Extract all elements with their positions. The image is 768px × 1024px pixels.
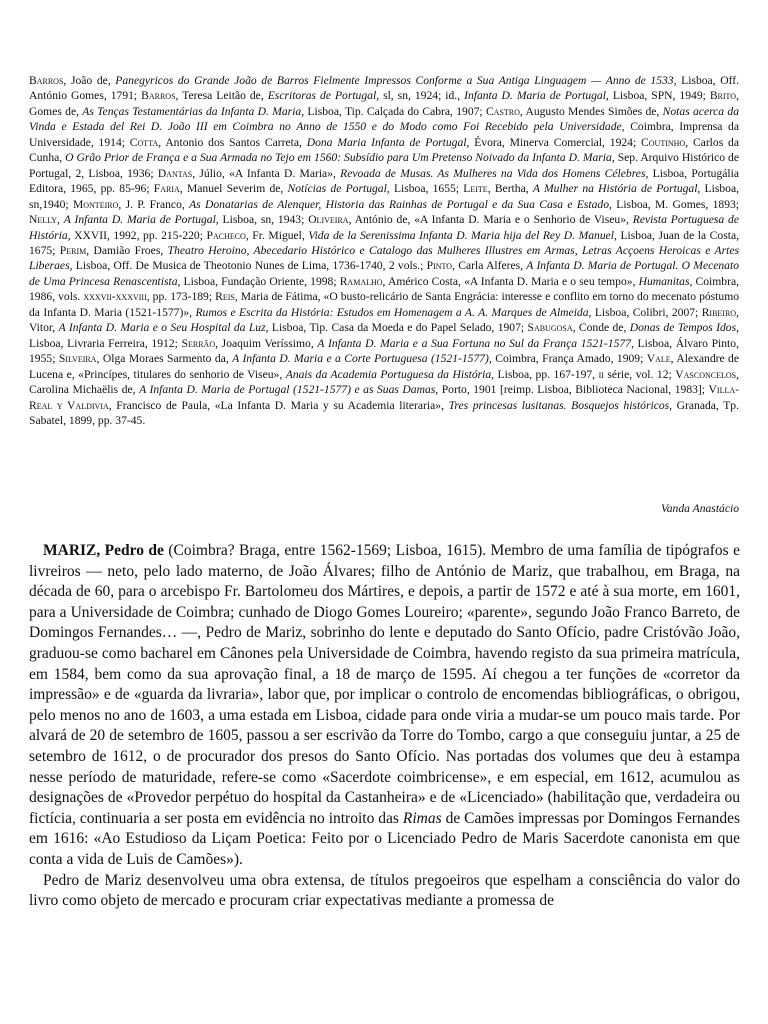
small-caps-name: Vasconcelos <box>675 367 737 381</box>
small-caps-name: Barros <box>29 74 64 87</box>
italic-title: Tres princesas lusitanas. Bosquejos históricos, <box>448 398 673 412</box>
italic-title: As Donatarias de Alenquer, Historia das Rainhas de Portugal e da Sua Casa e Estado, <box>189 197 612 211</box>
small-caps-name: Nelly <box>29 213 58 227</box>
bibliography-block: Barros, João de, Panegyricos do Grande João de Barros Fielmente Impressos Conforme a Sua Antiga Linguagem — Anno de 1533, Lisboa, Off. António Gomes, 1791; Barros, Teresa Leitão de, Escritoras de Portugal, sl, sn, 1924; id., Infanta D. Maria de Portugal, Lisboa, SPN, 1949; Brito, Gomes de, As Tenças Testamentárias da Infanta D. Maria, Lisboa, Tip. Calçada do Cabra, 1907; Castro, Augusto Mendes Simões de, Notas acerca da Vinda e Estada del Rei D. João III em Coimbra no Anno de 1550 e do Modo como Foi Recebido pela Universidade, Coimbra, Imprensa da Universidade, 1914; Cotta, Antonio dos Santos Carreta, Dona Maria Infanta de Portugal, Évora, Minerva Comercial, 1924; Coutinho, Carlos da Cunha, O Grão Prior de França e a Sua Armada no Tejo em 1560: Subsídio para Um Pretenso Noivado da Infanta D. Maria, Sep. Arquivo Histórico de Portugal, 2, Lisboa, 1936; Dantas, Júlio, «A Infanta D. Maria», Revoada de Musas. As Mulheres na Vida dos Homens Célebres, Lisboa, Portugália Editora, 1965, pp. 85-96; Faria, Manuel Severim de, Notícias de Portugal, Lisboa, 1655; Leite, Bertha, A Mulher na História de Portugal, Lisboa, sn,1940; Monteiro, J. P. Franco, As Donatarias de Alenquer, Historia das Rainhas de Portugal e da Sua Casa e Estado, Lisboa, M. Gomes, 1893; Nelly, A Infanta D. Maria de Portugal, Lisboa, sn, 1943; Oliveira, António de, «A Infanta D. Maria e o Senhorio de Viseu», Revista Portuguesa de História, XXVII, 1992, pp. 215-220; Pacheco, Fr. Miguel, Vida de la Serenissima Infanta D. Maria hija del Rey D. Manuel, Lisboa, Juan de la Costa, 1675; Perim, Damião Froes, Theatro Heroino, Abecedario Histórico e Catalogo das Mulheres Illustres em Armas, Letras Acçoens Heroicas e Artes Liberaes, Lisboa, Off. De Musica de Theotonio Nunes de Lima, 1736-1740, 2 vols.; Pinto, Carla Alferes, A Infanta D. Maria de Portugal. O Mecenato de Uma Princesa Renascentista, Lisboa, Fundação Oriente, 1998; Ramalho, Américo Costa, «A Infanta D. Maria e o seu tempo», Humanitas, Coimbra, 1986, vols. xxxvii-xxxviii, pp. 173-189; Reis, Maria de Fátima, «O busto-relicário de Santa Engrácia: interesse e conflito em torno do mecenato póstumo da Infanta D. Maria (1521-1577)», Rumos e Escrita da História: Estudos em Homenagem a A. A. Marques de Almeida, Lisboa, Colibri, 2007; Ribeiro, Vitor, A Infanta D. Maria e o Seu Hospital da Luz, Lisboa, Tip. Casa da Moeda e do Papel Selado, 1907; Sabugosa, Conde de, Donas de Tempos Idos, Lisboa, Livraria Ferreira, 1912; Serrão, Joaquim Veríssimo, A Infanta D. Maria e a Sua Fortuna no Sul da França 1521-1577, Lisboa, Álvaro Pinto, 1955; Silveira, Olga Moraes Sarmento da, A Infanta D. Maria e a Corte Portuguesa (1521-1577), Coimbra, França Amado, 1909; Vale, Alexandre de Lucena e, «Princípes, titulares do senhorio de Viseu», Anais da Academia Portuguesa da História, Lisboa, pp. 167-197, ii série, vol. 12; Vasconcelos, Carolina Michaëlis de, A Infanta D. Maria de Portugal (1521-1577) e as Suas Damas, Porto, 1901 [reimp. Lisboa, Biblioteca Nacional, 1983]; Villa-Real y Valdivia, Francisco de Paula, «La Infanta D. Maria y su Academia literaria», Tres princesas lusitanas. Bosquejos históricos, Granada, Tp. Sabatel, 1899, pp. 37-45. <box>29 74 740 427</box>
small-caps-name: Faria <box>153 182 180 196</box>
small-caps-name: Cotta <box>129 135 159 149</box>
dictionary-entry <box>29 541 740 912</box>
italic-title: Revista Portuguesa de História, <box>29 213 739 242</box>
italic-title: A Infanta D. Maria e o Seu Hospital da Luz, <box>58 321 269 335</box>
small-caps-name: Reis <box>215 290 235 304</box>
small-caps-name: Castro <box>485 104 520 118</box>
small-caps-name: xxxvii-xxxviii <box>83 290 147 304</box>
italic-title: Infanta D. Maria de Portugal, <box>464 89 609 103</box>
small-caps-name: Ribeiro <box>701 305 737 319</box>
italic-title: Dona Maria Infanta de Portugal, <box>306 135 470 149</box>
small-caps-name: ii <box>598 367 604 381</box>
small-caps-name: Barros <box>141 89 176 103</box>
italic-title: Notas acerca da Vinda e Estada del Rei D. João III em Coimbra no Anno de 1550 e do Modo como Foi Recebido pela Universidade, <box>29 104 739 134</box>
italic-title: A Mulher na História de Portugal, <box>532 182 701 196</box>
italic-title: A Infanta D. Maria de Portugal, <box>63 213 219 227</box>
italic-title: Rimas <box>402 809 442 827</box>
small-caps-name: Pinto <box>426 259 453 273</box>
italic-title: A Infanta D. Maria de Portugal. O Mecenato de Uma Princesa Renascentista, <box>29 259 739 288</box>
small-caps-name: Leite <box>463 182 488 196</box>
italic-title: Revoada de Musas. As Mulheres na Vida dos Homens Célebres, <box>340 166 649 180</box>
small-caps-name: Ramalho <box>339 274 383 288</box>
small-caps-name: Serrão <box>181 336 216 350</box>
italic-title: Notícias de Portugal, <box>287 182 390 196</box>
italic-title: A Infanta D. Maria e a Sua Fortuna no Sul da França 1521-1577, <box>317 336 634 350</box>
entry-paragraph: MARIZ, Pedro de (Coimbra? Braga, entre 1562-1569; Lisboa, 1615). Membro de uma família de tipógrafos e livreiros — neto, pelo lado materno, de João Álvares; filho de António de Mariz, que trabalhou, em Braga, na década de 60, para o arcebispo Fr. Bartolomeu dos Mártires, e depois, a partir de 1572 e até à sua morte, em 1601, para a Universidade de Coimbra; cunhado de Diogo Gomes Loureiro; «parente», segundo João Franco Barreto, de Domingos Fernandes… —, Pedro de Mariz, sobrinho do lente e deputado do Santo Ofício, padre Cristóvão João, graduou-se como bacharel em Cânones pela Universidade de Coimbra, havendo registo da sua primeira matrícula, em 1584, bem como da sua aprovação final, a 18 de março de 1595. Aí chegou a ter funções de «corretor da impressão» e de «guarda da livraria», labor que, por implicar o controlo de encomendas bibliográficas, o obrigou, pelo menos no ano de 1603, a uma estada em Lisboa, cidade para onde viria a mudar-se um pouco mais tarde. Por alvará de 20 de setembro de 1605, passou a ser escrivão da Torre do Tombo, cargo a que conseguiu juntar, a 25 de setembro de 1612, o de procurador dos presos do Santo Ofício. Nas portadas dos volumes que deu à estampa nesse período de maturidade, refere-se como «Sacerdote coimbricense», e em especial, em 1612, acumulou as designações de «Provedor perpétuo do hospital da Castanheira» e de «Licenciado» (habilitação que, verdadeira ou fictícia, continuaria a ser posta em evidência no introito das Rimas de Camões impressas por Domingos Fernandes em 1616: «Ao Estudioso da Liçam Poetica: Feito por o Licenciado Pedro de Maris Sacerdote canonista em que conta a vida de Luis de Camões»). <box>29 542 740 868</box>
small-caps-name: Oliveira <box>308 213 349 227</box>
italic-title: Humanitas, <box>638 274 693 288</box>
small-caps-name: Vale <box>646 352 671 366</box>
small-caps-name: Silveira <box>58 352 97 366</box>
entry-paragraph: Pedro de Mariz desenvolveu uma obra extensa, de títulos pregoeiros que espelham a consciência do valor do livro como objeto de mercado e procuram criar expectativas mediante a promessa de <box>29 871 740 910</box>
italic-title: A Infanta D. Maria e a Corte Portuguesa (1521-1577), <box>232 352 492 366</box>
italic-title: Escritoras de Portugal, <box>267 89 380 103</box>
italic-title: Anais da Academia Portuguesa da História, <box>285 367 495 381</box>
italic-title: Donas de Tempos Idos, <box>629 321 739 335</box>
italic-title: Rumos e Escrita da História: Estudos em Homenagem a A. A. Marques de Almeida, <box>195 305 592 319</box>
entry-headword: MARIZ, Pedro de <box>43 542 164 559</box>
small-caps-name: Perim <box>59 243 87 257</box>
small-caps-name: Coutinho <box>641 135 686 149</box>
small-caps-name: Brito <box>709 89 737 103</box>
italic-title: As Tenças Testamentárias da Infanta D. Maria, <box>82 104 305 118</box>
small-caps-name: Sabugosa <box>527 321 573 335</box>
italic-title: Theatro Heroino, Abecedario Histórico e Catalogo das Mulheres Illustres em Armas, Letras Acçoens Heroicas e Artes Liberaes, <box>29 243 739 273</box>
italic-title: Vida de la Serenissima Infanta D. Maria hija del Rey D. Manuel, <box>308 228 617 242</box>
author-signature: Vanda Anastácio <box>660 502 739 515</box>
italic-title: Panegyricos do Grande João de Barros Fielmente Impressos Conforme a Sua Antiga Linguagem — Anno de 1533, <box>115 74 677 87</box>
small-caps-name: Dantas <box>157 166 193 180</box>
italic-title: A Infanta D. Maria de Portugal (1521-1577) e as Suas Damas, <box>139 383 439 397</box>
small-caps-name: Villa-Real y Valdivia <box>29 383 739 412</box>
italic-title: O Grão Prior de França e a Sua Armada no Tejo em 1560: Subsídio para Um Pretenso Noivado da Infanta D. Maria, <box>65 151 615 165</box>
small-caps-name: Pacheco <box>206 228 246 242</box>
small-caps-name: Monteiro <box>72 197 119 211</box>
